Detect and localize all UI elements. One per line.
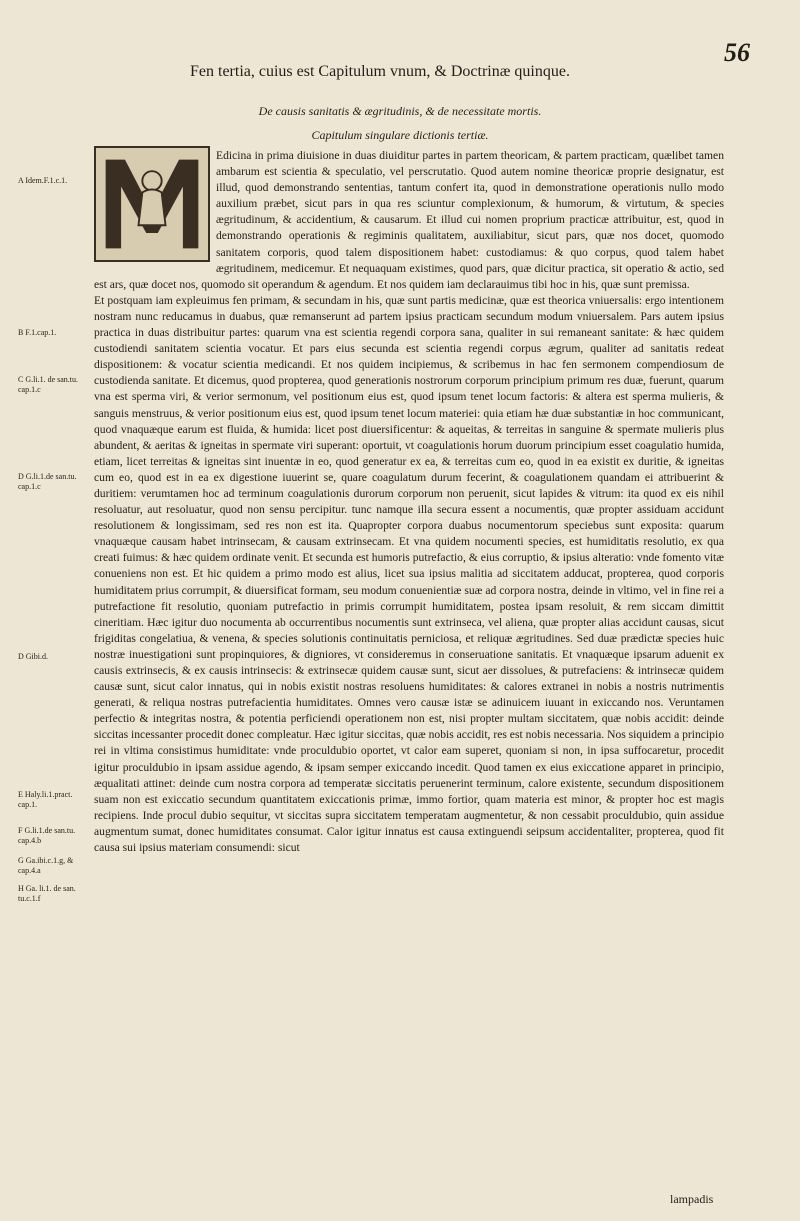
paragraph: Et postquam iam expleuimus fen primam, & secundam in his, quæ sunt partis medicinæ, quæ est theorica vniuersalis: ergo intentionem nostram nunc reducamus in duabus, quæ remanserunt ad partem ipsius practicam secundum modum vniuersalem. Pars autem ipsius practica in duas distribuitur partes: quarum vna est scientia regendi corpora sana, qualiter in sui remaneant sanitate: & hæc quidem custodiendi sanitatem scientia vocatur. Et pars eius secunda est scientia regendi corpus ægrum, qualiter ad sanitatis redeat dispositionem: & vocatur scientia medicandi. Et nos quidem incipiemus, & scribemus in hac fen sermonem compendiosum de custodienda sanitate. Et dicemus, quod propterea, quod generationis nostrorum corporum principium primum res duæ, fuerunt, quarum vna est sperma viri, & verior sermonum, vel positionum eius est, quod ipsum tenet locum factoris: & altera est sperma mulieris, & sanguis menstruus, & verior positionum eius est, quod ipsum tenet locum materiei: quia etiam hæ duæ substantiæ in hoc communicant, quod vnaquæque earum est fluida, & humida: licet post diuersificentur: & aqueitas, & terreitas in sanguine & spermate mulieris plus abundent, & aeritas & igneitas in spermate viri superant: oportuit, vt coagulationis horum duorum principium esset coagulatio humida, etiam, licet terreitas & igneitas sint inuentæ in eo, quod generatur ex ea, & terreitas cum eo, quod in ea existit ex duritie, & igneitas cum eo, quod est in ea ex digestione iuuerint se, quare coagulatum durum fecerint, & coagulationem quandam ei attribuerint & duritiem: verumtamen hoc ad terminum coagulationis durorum corporum non peruenit, sicut lapides & vitrum: ita quod ex eis nihil resoluatur, aut resoluatur, quod non sensu percipitur. tunc namque illa secura essent a nocumentis, quæ propter assiduam accidunt resolutionem & longissimam, sed res non est ita. Quapropter corpora duabus nocumentorum speciebus sunt exposita: quarum vnaquæque causam habet intrinsecam, & causam extrinsecam. Et vna quidem nocumenti species, est humiditatis resolutio, ex qua creati fuimus: & hæc quidem ordinate venit. Et secunda est humoris putrefactio, & eius corruptio, & ipsius alteratio: vnde fomento vitæ conueniens non est. Et hic quidem a primo modo est alius, licet sua ipsius malitia ad siccitatem adducat, propterea, quod corporis humiditatem prius corrumpit, & diuersificat formam, seu modum conuenientiæ suæ ad corpora nostra, deinde in vltimo, vel in fine rei a putrefactione fit resolutio, quoniam putrefactio in primis corrumpit humiditatem, postea ipsam resoluit, & rem siccam dimittit cineritiam. Hæc igitur duo nocumenta ab occurrentibus nocumentis sunt extrinseca, vel aliena, quæ propter alias accidunt causas, sicut frigiditas congelatiua, & venena, & species solutionis continuitatis perniciosa, et reliquæ ægritudines. Sed duæ prædictæ species huic nostræ inuestigationi sunt propinquiores, & digniores, vt consideremus in conseruatione sanitatis. Et vnaquæque ipsarum aduenit ex causis extrinsecis, & ex causis intrinsecis: & extrinsecæ quidem causæ sunt, sicut aer dissolues, & putrefaciens: & intrinsecæ quidem causæ sunt, sicut calor innatus, qui in nobis existit nostras resoluens humiditates: & calores extranei in nobis a nostris nutrimentis generati, & reliqua nostras putrefacientia humiditates. Omnes vero causæ istæ se adinuicem iuuant in exiccando nos. Veruntamen perfectio & integritas nostra, & potentia perficiendi operationem non est, nisi propter multam siccitatem, quæ nobis accidit: deinde siccitas incessanter procedit donec compleatur. Hæc igitur siccitas, quæ nobis accidit, res est nobis necessaria. Nos siquidem a principio rei in vltima consistimus humiditate: vnde proculdubio oportet, vt calor eam superet, quoniam si non, in ipsa suffocaretur, procedit igitur proculdubio in ipsam assidue agendo, & ipsam semper exiccando incedit. Quod tamen ex eius exiccatione apparet in principio, æqualitati attinet: deinde cum nostra corpora ad temperatæ siccitatis peruenerint terminum, calore existente, secundum dispositionem suam non est exiccatio secundum quantitatem exiccationis primæ, immo fortior, quam materia est minor, & propter hoc est magis recipiens. Inde procul dubio sequitur, vt siccitas supra siccitatem temperatam augmentetur, & non cessabit proculdubio, quin assidue augmentum sumat, donec humiditates consumat. Calor igitur innatus est causa extinguendi seipsum accidentaliter, propterea, quod fit causa sui ipsius materiam consumendi: sicut: [94, 293, 724, 855]
margin-note: D G.li.1.de san.tu. cap.1.c: [18, 472, 77, 491]
running-head: Fen tertia, cuius est Capitulum vnum, & Doctrinæ quinque.: [190, 63, 570, 80]
catchword: lampadis: [670, 1192, 714, 1206]
margin-note: F G.li.1.de san.tu. cap.4.b: [18, 826, 76, 845]
margin-note: D Gibi.d.: [18, 652, 49, 661]
margin-note: E Haly.li.1.pract. cap.1.: [18, 790, 73, 809]
chapter-title: Capitulum singulare dictionis tertiæ.: [311, 128, 489, 142]
margin-note: A Idem.F.1.c.1.: [18, 176, 68, 185]
folio-number: 56: [724, 38, 750, 67]
paragraph: Edicina in prima diuisione in duas diuiditur partes in partem theoricam, & partem practicam, quælibet tamen ambarum est scientia & speculatio, vel perscrutatio. Quod autem nomine theoricæ proprie designatur, est illud, quod demonstrando sententias, tantum confert ita, quod in demonstratione operationis nullo modo auxilium præbet, sicut pars in qua res sciuntur complexionum, & humorum, & virtutum, & species ægritudinum, & accidentium, & causarum. Et illud cui nomen proprium practicæ attribuitur, est, quod in demonstrando operationis & regiminis qualitatem, auxiliabitur, sicut pars, quæ nos docet, quomodo sanitatem corporis, quod talem dispositionem habet: custodiamus: & quo corpus, quod talem habet ægritudinem, medicemur. Et nequaquam existimes, quod pars, quæ dicitur practica, sit operatio & actio, sed est ars, quæ docet nos, quomodo sit operandum & agendum. Et nos quidem iam declarauimus tibi hoc in his, quæ sunt premissa.: [94, 149, 724, 291]
main-text: [94, 148, 724, 1188]
section-subtitle: De causis sanitatis & ægritudinis, & de necessitate mortis.: [258, 104, 542, 118]
margin-note: C G.li.1. de san.tu. cap.1.c: [18, 375, 79, 394]
margin-note: B F.1.cap.1.: [18, 328, 57, 337]
margin-note: H Ga. li.1. de san. tu.c.1.f: [18, 884, 76, 903]
margin-note: G Ga.ibi.c.1.g, & cap.4.a: [18, 856, 74, 875]
